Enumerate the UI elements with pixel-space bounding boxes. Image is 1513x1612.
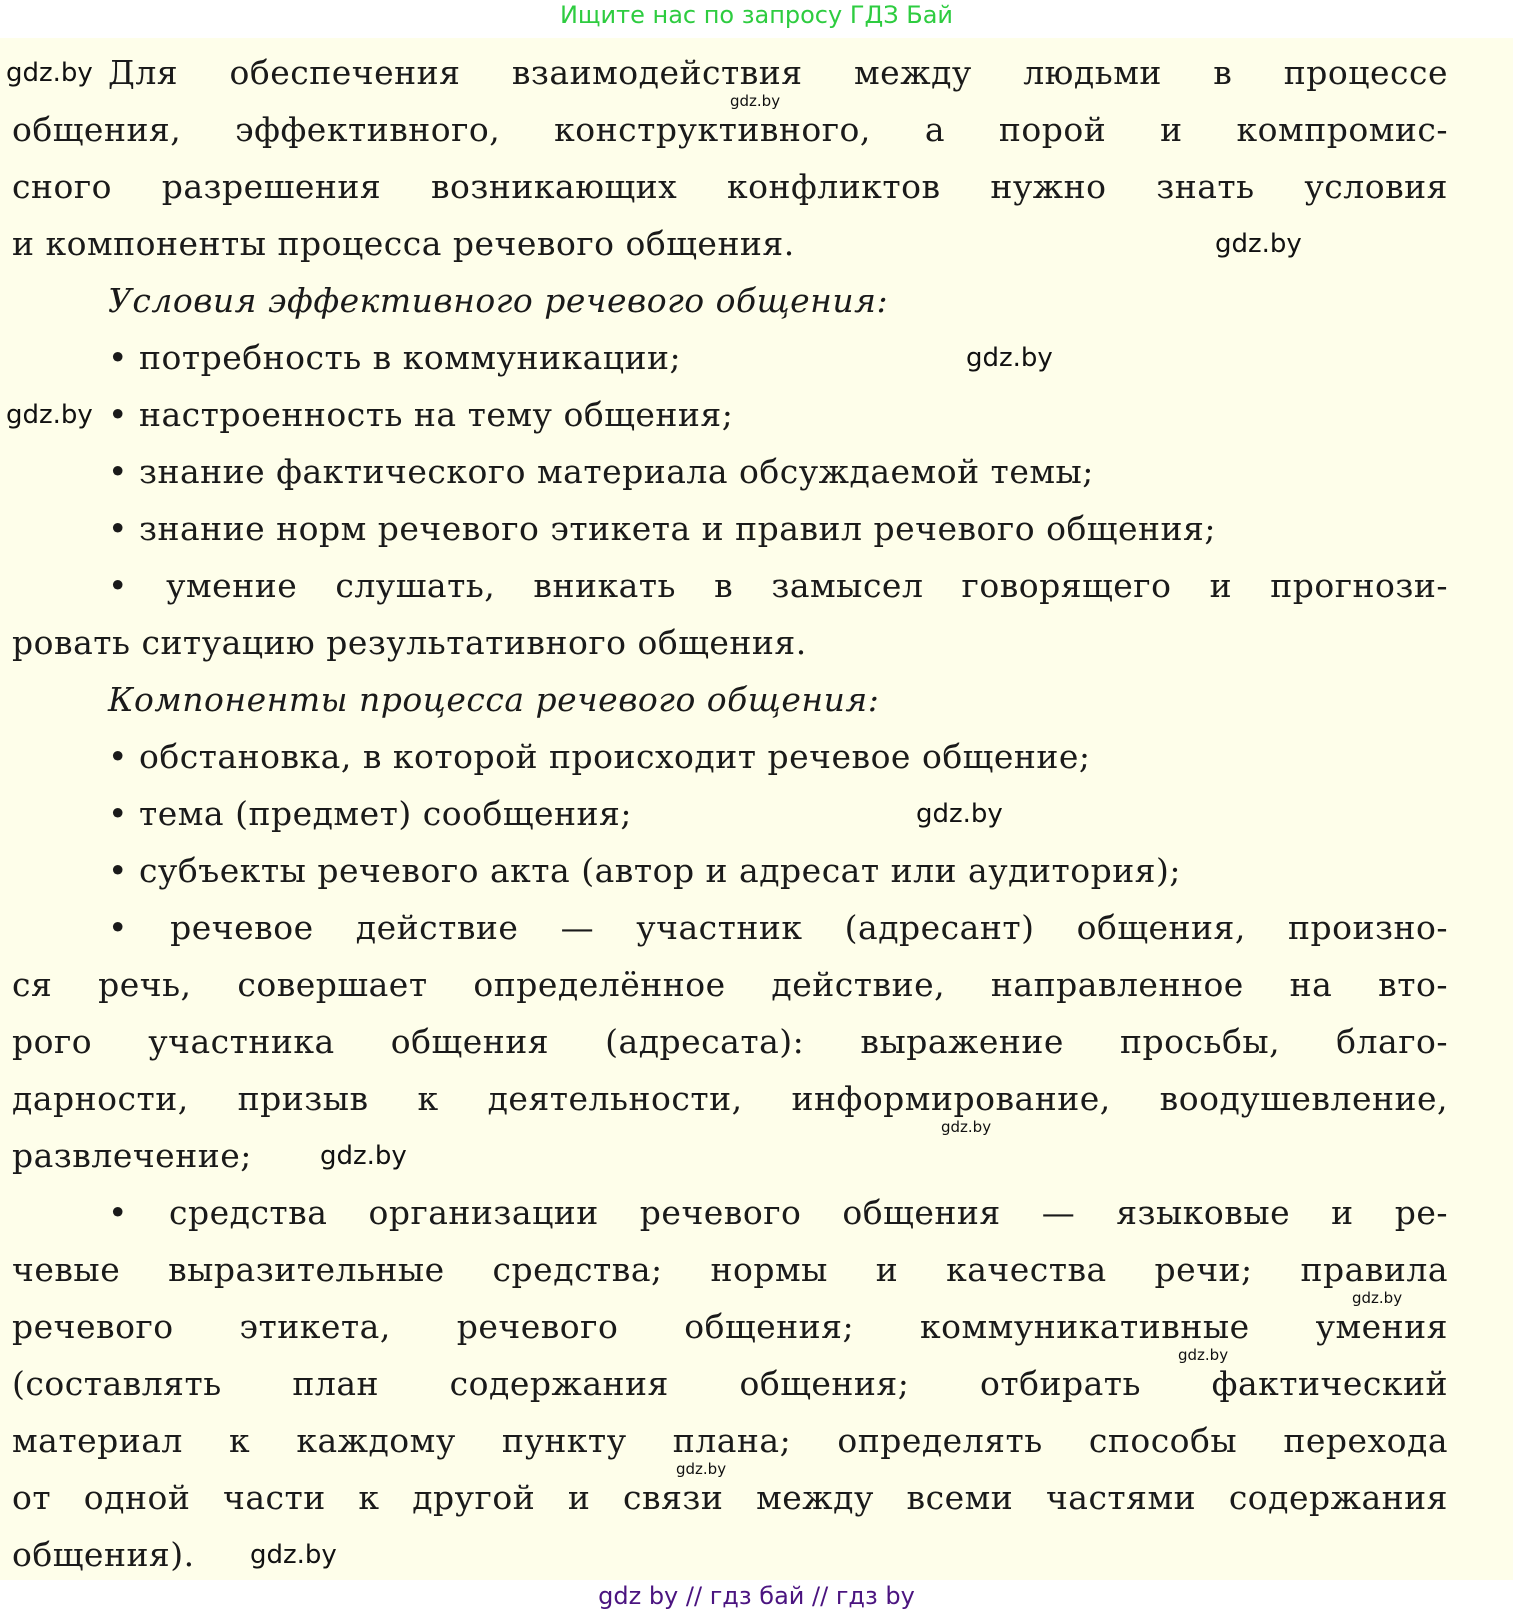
- textbook-page: [0, 38, 1513, 1580]
- section-heading: Компоненты процесса речевого общения:: [108, 680, 880, 719]
- list-item: • обстановка, в которой происходит речевое общение;: [108, 737, 1091, 776]
- text-line: рого участника общения (адресата): выражение просьбы, благо-: [12, 1022, 1448, 1061]
- text-line: общения, эффективного, конструктивного, а порой и компромис-: [12, 110, 1448, 149]
- text-line: общения).: [12, 1535, 195, 1574]
- watermark: gdz.by: [6, 400, 93, 430]
- text-line: речевого этикета, речевого общения; коммуникативные умения: [12, 1307, 1448, 1346]
- watermark: gdz.by: [676, 1460, 727, 1478]
- watermark: gdz.by: [941, 1118, 992, 1136]
- list-item: • знание норм речевого этикета и правил речевого общения;: [108, 509, 1216, 548]
- section-heading: Условия эффективного речевого общения:: [108, 281, 889, 320]
- list-item: • настроенность на тему общения;: [108, 395, 734, 434]
- watermark: gdz.by: [1178, 1346, 1229, 1364]
- watermark: gdz.by: [6, 58, 93, 88]
- list-item: • субъекты речевого акта (автор и адресат или аудитория);: [108, 851, 1181, 890]
- watermark: gdz.by: [1352, 1289, 1403, 1307]
- text-line: развлечение;: [12, 1136, 252, 1175]
- search-banner: Ищите нас по запросу ГДЗ Бай: [559, 1, 954, 29]
- text-line: чевые выразительные средства; нормы и качества речи; правила: [12, 1250, 1448, 1289]
- text-line: сного разрешения возникающих конфликтов нужно знать условия: [12, 167, 1448, 206]
- text-line: дарности, призыв к деятельности, информирование, воодушевление,: [12, 1079, 1448, 1118]
- list-item: • тема (предмет) сообщения;: [108, 794, 632, 833]
- text-line: ровать ситуацию результативного общения.: [12, 623, 807, 662]
- text-line: от одной части к другой и связи между всеми частями содержания: [12, 1478, 1448, 1517]
- watermark: gdz.by: [916, 799, 1003, 829]
- watermark: gdz.by: [320, 1141, 407, 1171]
- list-item: • средства организации речевого общения — языковые и ре-: [108, 1193, 1448, 1232]
- watermark: gdz.by: [250, 1540, 337, 1570]
- watermark: gdz.by: [1215, 229, 1302, 259]
- list-item: • речевое действие — участник (адресант) общения, произно-: [108, 908, 1448, 947]
- text-line: Для обеспечения взаимодействия между людьми в процессе: [108, 53, 1448, 92]
- watermark: gdz.by: [966, 343, 1053, 373]
- text-line: и компоненты процесса речевого общения.: [12, 224, 795, 263]
- text-line: материал к каждому пункту плана; определять способы перехода: [12, 1421, 1448, 1460]
- list-item: • умение слушать, вникать в замысел говорящего и прогнози-: [108, 566, 1448, 605]
- watermark: gdz.by: [730, 92, 781, 110]
- list-item: • потребность в коммуникации;: [108, 338, 682, 377]
- text-line: ся речь, совершает определённое действие, направленное на вто-: [12, 965, 1448, 1004]
- text-line: (составлять план содержания общения; отбирать фактический: [12, 1364, 1448, 1403]
- footer-links: gdz by // гдз бай // гдз by: [598, 1582, 915, 1610]
- list-item: • знание фактического материала обсуждаемой темы;: [108, 452, 1094, 491]
